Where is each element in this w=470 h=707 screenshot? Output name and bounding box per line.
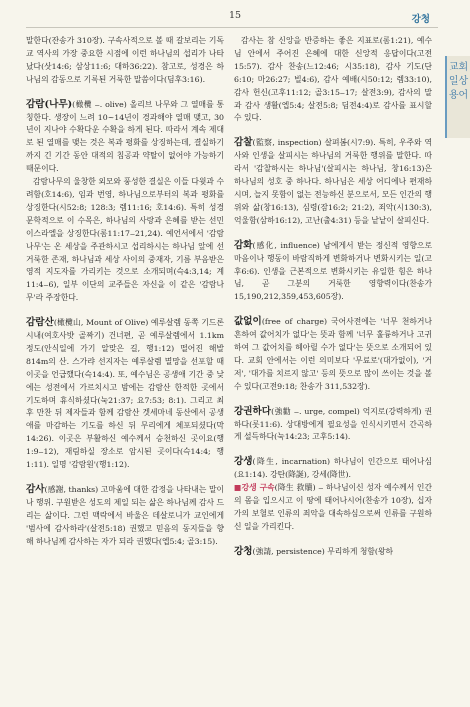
entry-hanja: (感謝, thanks) [44,485,99,494]
entry-term: 값없이 [234,316,262,328]
entry-inspection [234,137,432,227]
sub-entry-label: ■강생 구속 [234,483,275,493]
entry-persistence [234,546,432,559]
entry-hanja: (強勸 ‒. urge, compel) [271,406,360,416]
right-column [234,35,432,559]
sub-entry-hanja: (降生 救贖) [274,483,316,493]
entry-hanja: (監察, inspection) [252,138,322,148]
entry-text: 하나님이 인간으로 태어나심(요1:14). 강탄(降誕), 강세(降世). [234,457,432,480]
entry-text: 살펴봄(시7:9). 특히, 우주와 역사와 인생을 살피시는 하나님의 거룩한 행위를 말한다. 따라서 '감찰하시는 하나님'(살피시는 하나님, 창16:13)은 하나님의 성호 중 하나다. 하나님은 세상 어디에나 편재하시며, 늘지 못함이 없는 전능하신 분으로서, 모든 인간의 행위와 삶(창16:13), 심령(잠16:2; 21:2), 죄악(시130:3), 억울함(삼하16:12), 고난(출4:31) 등을 낱낱이 살피신다. [234,138,433,225]
entry-influence [234,240,432,305]
entry-mount-of-olives [26,317,224,472]
running-head: 강청 [411,14,430,25]
entry-continuation: 말한다(잔송가 310장). 구속사적으로 볼 때 갈보리는 기독교 역사의 가장 중요한 시점에 이런 하나님의 섭리가 나타났다(삿14:6; 삼상11:6; 대하36:22). 참고로, 성경은 하나님의 감동으로 기록된 거룩한 말씀이다(딤후3:16). [26,36,224,84]
entry-hanja: (感化, influence) [252,240,320,250]
header-divider [26,27,438,28]
entry-compel [234,406,432,445]
entry-paragraph: 감람나무의 울창한 외모와 풍성한 결실은 이들 다윗과 수려함(호14:6), 임과 번영, 하나님으로부터의 복과 평화를 상징한다(시52:8; 128:3; 렘11:16; 호14:6). 특히 성경문학적으로 이 수목은, 하나님의 사랑과 은혜를 받는 선민 이스라엘을 상징한다(롬11:17‒21,24). 예언서에서 '감람나무'는 온 세상을 주관하시고 섭리하시는 하나님 앞에 선 거룩한 존재, 하나님과 세상 사이의 중재자, 기름 부음받은 영적 지도자를 가리키는 것으로 소개되며(슥4:3,14; 계11:4‒6), 일부 이단의 교주들은 자신을 이 같은 '감람나무'라 주장한다. [26,177,224,303]
entry-text: 예루살렘 동쪽 기드론 시내(여호사밧 골짜기) 건너편, 곧 예루살렘에서 1.1km 정도(안식일에 가기 알맞은 길, 행1:12) 떨어진 해발 814m의 산. 스가랴 선지자는 예루살렘 멸망을 선포할 때 이곳을 언급했다(슥14:4). 또, 예수님은 공생애 기간 중 낮에는 성전에서 가르치시고 밤에는 감람산 한적한 곳에서 기도하며 휴식하셨다(눅21:37; 요7:53; 8:1). 그리고 최후 만찬 뒤 제자들과 함께 감람산 겟세마네 동산에서 공생애를 마감하는 기도를 하신 뒤 무리에게 체포되셨다(막14:26). 이곳은 부활하신 예수께서 승천하신 곳이요(행1:9‒12), 재림하실 장소로 암시된 곳이다(슥14:4; 행1:11). 일명 '감람원'(행1:12). [26,318,224,470]
entry-text: 남에게서 받는 정신적 영향으로 마음이나 행동이 바람직하게 변화하거나 변화시키는 일(고후6:6). 인생을 근본적으로 변화시키는 유일한 힘은 하나님, 곧 그분의 거룩한 영향력이다(찬송가 15,190,212,359,453,605장). [234,240,432,302]
side-tab-category: 교회 일상 용어 [445,56,470,138]
entry-text: 올리브 나무와 그 열매를 통칭한다. 생장이 느려 10~14년이 경과해야 열매 맺고, 30년이 지나야 수확다운 수확을 하게 된다. 따라서 계속 제대로 된 열매를 맺는 것은 복과 평화를 상징하는데, 결실하기까지 긴 기간 동안 대적의 침공과 약탈이 없어야 가능하기 때문이다. [26,99,224,174]
entry-term: 감찰 [234,137,253,149]
entry-term: 감화 [234,239,253,251]
entry-text: 국어사전에는 '너무 천하거나 흔하여 값어치가 없다'는 뜻과 함께 '너무 훌륭하거나 고귀하여 그 값어치를 헤아릴 수가 없다'는 뜻으로 소개되어 있다. 교회 안에서는 이런 의미보다 '무료로'(대가없이), '거저', '대가를 치르지 않고' 등의 뜻으로 많이 쓰이는 것을 볼 수 있다(고전9:18; 찬송가 311,532장). [234,317,432,391]
entry-term: 강생 [234,456,253,468]
entry-text: 고마움에 대한 감정을 나타내는 말이나 행위. 구원받은 성도의 제일 되는 삶은 하나님께 감사 드리는 삶이다. 그런 맥락에서 바울은 데살로니가 교인에게 '범사에 감사하라'(살전5:18) 권했고 믿음의 동지들을 향해 하나님께 감사하는 자가 되라 권했다(엡5:4; 골3:15). [26,485,225,546]
entry-term: 감람(나무) [26,98,73,110]
entry-olive-tree [26,99,224,306]
entry-term: 감사 [26,484,45,495]
entry-hanja: (橄欖山, Mount of Olive) [53,318,149,328]
entry-hanja: (橄欖 ‒. olive) [72,99,127,109]
entry-term: 감람산 [26,317,54,329]
entry-continuation: 감사는 참 신앙을 반증하는 좋은 지표로(롬1:21), 예수님 안에서 주어진 은혜에 대한 신앙적 응답이다(고전15:57). 감사 찬송(느12:46; 시35:18), 감사 기도(단6:10; 마26:27; 빌4:6), 감사 예배(시50:12; 렘33:10), 감사 헌신(고후11:12; 골3:15‒17; 살전3:9), 감사의 말과 감사 생활(엡5:4; 살전5:8; 딤전4:4)로 감사를 표시할 수 있다. [234,36,432,123]
page-number: 15 [228,10,242,21]
sub-entry-text: ‒ 하나님이신 성자 예수께서 인간의 몸을 입으시고 이 땅에 태어나시어(찬송가 10장), 십자가의 보혈로 인류의 죄악을 대속하심으로써 인류를 구원하신 일을 가리킨다. [234,483,433,531]
entry-hanja: (free of charge) [261,317,327,327]
entry-term: 강청 [234,545,253,557]
entry-hanja: (降生, incarnation) [252,457,331,467]
entry-free-of-charge [234,316,432,393]
entry-incarnation [234,456,432,533]
entry-thanks [26,484,224,549]
entry-text: 무리하게 청함(왕하 [324,546,394,556]
entry-hanja: (強請, persistence) [252,546,325,556]
entry-text: 억지로(강력하게) 권하다(롯11:6). 상대방에게 필요성을 인식시키면서 간곡하게 설득하다(눅14:23; 고후5:14). [234,406,432,442]
entry-term: 강권하다 [234,405,272,417]
left-column [26,35,224,549]
